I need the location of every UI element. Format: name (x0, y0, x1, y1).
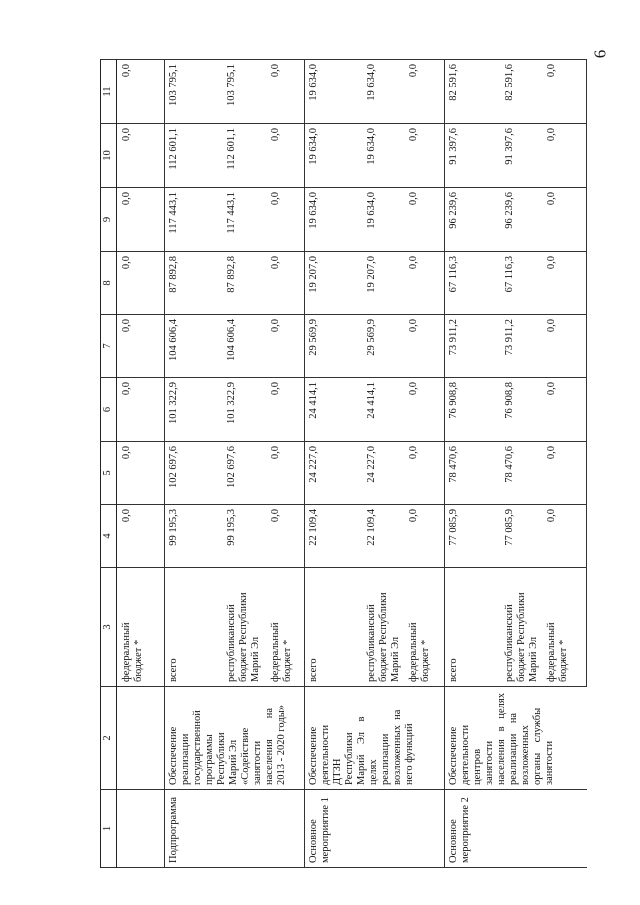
value-cell: 19 207,0 (305, 252, 363, 315)
value-cell: 0,0 (267, 442, 305, 505)
source-cell: республиканский бюджет Республики Марий Эл (363, 568, 405, 687)
value-cell: 112 601,1 (223, 124, 267, 188)
value-cell: 0,0 (267, 315, 305, 378)
table-row (305, 60, 363, 868)
page-number: 6 (590, 49, 610, 59)
source-cell: федеральный бюджет * (117, 568, 165, 687)
value-cell: 0,0 (405, 378, 445, 442)
value-cell: 112 601,1 (165, 124, 223, 188)
value-cell: 76 908,8 (445, 378, 501, 442)
column-header: 1 (101, 790, 117, 868)
column-header: 8 (101, 252, 117, 315)
status-cell: Основное мероприятие 2 (445, 790, 587, 868)
value-cell: 0,0 (267, 60, 305, 124)
value-cell: 104 606,4 (165, 315, 223, 378)
status-cell: Основное мероприятие 1 (305, 790, 445, 868)
table-row (117, 60, 165, 868)
budget-table (100, 59, 587, 868)
value-cell: 0,0 (405, 60, 445, 124)
name-cell (117, 687, 165, 790)
value-cell: 99 195,3 (223, 505, 267, 568)
value-cell: 29 569,9 (363, 315, 405, 378)
source-cell: всего (165, 568, 223, 687)
value-cell: 117 443,1 (223, 188, 267, 252)
value-cell: 91 397,6 (501, 124, 543, 188)
value-cell: 73 911,2 (445, 315, 501, 378)
value-cell: 0,0 (267, 188, 305, 252)
column-header: 3 (101, 568, 117, 687)
column-header: 10 (101, 124, 117, 188)
source-cell: всего (445, 568, 501, 687)
value-cell: 0,0 (117, 188, 165, 252)
header-row (101, 60, 117, 868)
value-cell: 19 207,0 (363, 252, 405, 315)
value-cell: 67 116,3 (445, 252, 501, 315)
value-cell: 0,0 (405, 124, 445, 188)
value-cell: 104 606,4 (223, 315, 267, 378)
value-cell: 22 109,4 (363, 505, 405, 568)
column-header: 5 (101, 442, 117, 505)
value-cell: 0,0 (543, 378, 587, 442)
value-cell: 0,0 (543, 442, 587, 505)
status-cell: Подпрограмма (165, 790, 305, 868)
value-cell: 87 892,8 (165, 252, 223, 315)
value-cell: 91 397,6 (445, 124, 501, 188)
source-cell: всего (305, 568, 363, 687)
value-cell: 101 322,9 (165, 378, 223, 442)
value-cell: 117 443,1 (165, 188, 223, 252)
value-cell: 0,0 (543, 60, 587, 124)
source-cell: федеральный бюджет * (405, 568, 445, 687)
column-header: 6 (101, 378, 117, 442)
value-cell: 0,0 (117, 252, 165, 315)
value-cell: 0,0 (267, 505, 305, 568)
value-cell: 99 195,3 (165, 505, 223, 568)
value-cell: 0,0 (117, 315, 165, 378)
column-header: 11 (101, 60, 117, 124)
value-cell: 19 634,0 (363, 60, 405, 124)
value-cell: 0,0 (267, 252, 305, 315)
value-cell: 102 697,6 (223, 442, 267, 505)
value-cell: 19 634,0 (305, 60, 363, 124)
value-cell: 102 697,6 (165, 442, 223, 505)
value-cell: 82 591,6 (445, 60, 501, 124)
value-cell: 0,0 (405, 505, 445, 568)
value-cell: 24 227,0 (363, 442, 405, 505)
column-header: 4 (101, 505, 117, 568)
value-cell: 73 911,2 (501, 315, 543, 378)
column-header: 7 (101, 315, 117, 378)
value-cell: 0,0 (267, 124, 305, 188)
value-cell: 19 634,0 (363, 124, 405, 188)
value-cell: 103 795,1 (165, 60, 223, 124)
value-cell: 0,0 (543, 124, 587, 188)
table-body (101, 60, 587, 868)
value-cell: 0,0 (405, 188, 445, 252)
value-cell: 22 109,4 (305, 505, 363, 568)
value-cell: 0,0 (117, 124, 165, 188)
value-cell: 0,0 (267, 378, 305, 442)
value-cell: 67 116,3 (501, 252, 543, 315)
source-cell: республиканский бюджет Республики Марий Эл (223, 568, 267, 687)
rotated-table-wrapper (100, 60, 569, 868)
value-cell: 19 634,0 (305, 124, 363, 188)
value-cell: 87 892,8 (223, 252, 267, 315)
source-cell: республиканский бюджет Республики Марий Эл (501, 568, 543, 687)
column-header: 9 (101, 188, 117, 252)
value-cell: 0,0 (117, 60, 165, 124)
value-cell: 0,0 (405, 252, 445, 315)
value-cell: 0,0 (543, 315, 587, 378)
value-cell: 77 085,9 (445, 505, 501, 568)
table-row (445, 60, 501, 868)
value-cell: 96 239,6 (445, 188, 501, 252)
value-cell: 0,0 (543, 188, 587, 252)
name-cell: Обеспечение деятельности ДТЗН Республики Марий Эл в целях реализации возложенных на него функций (305, 687, 445, 790)
value-cell: 101 322,9 (223, 378, 267, 442)
table-row (165, 60, 223, 868)
value-cell: 103 795,1 (223, 60, 267, 124)
column-header: 2 (101, 687, 117, 790)
name-cell: Обеспечение реализации государственной программы Республики Марий Эл «Содействие занятости населения на 2013 - 2020 годы» (165, 687, 305, 790)
value-cell: 0,0 (405, 315, 445, 378)
value-cell: 0,0 (117, 442, 165, 505)
value-cell: 76 908,8 (501, 378, 543, 442)
name-cell: Обеспечение деятельности центров занятости населения в целях реализации на возложенных органы службы занятости (445, 687, 587, 790)
value-cell: 0,0 (117, 505, 165, 568)
source-cell: федеральный бюджет * (543, 568, 587, 687)
value-cell: 0,0 (405, 442, 445, 505)
source-cell: федеральный бюджет * (267, 568, 305, 687)
value-cell: 24 414,1 (363, 378, 405, 442)
value-cell: 82 591,6 (501, 60, 543, 124)
value-cell: 0,0 (117, 378, 165, 442)
status-cell (117, 790, 165, 868)
value-cell: 78 470,6 (501, 442, 543, 505)
value-cell: 0,0 (543, 505, 587, 568)
value-cell: 77 085,9 (501, 505, 543, 568)
value-cell: 29 569,9 (305, 315, 363, 378)
value-cell: 96 239,6 (501, 188, 543, 252)
value-cell: 24 414,1 (305, 378, 363, 442)
value-cell: 19 634,0 (363, 188, 405, 252)
value-cell: 0,0 (543, 252, 587, 315)
value-cell: 78 470,6 (445, 442, 501, 505)
value-cell: 19 634,0 (305, 188, 363, 252)
value-cell: 24 227,0 (305, 442, 363, 505)
